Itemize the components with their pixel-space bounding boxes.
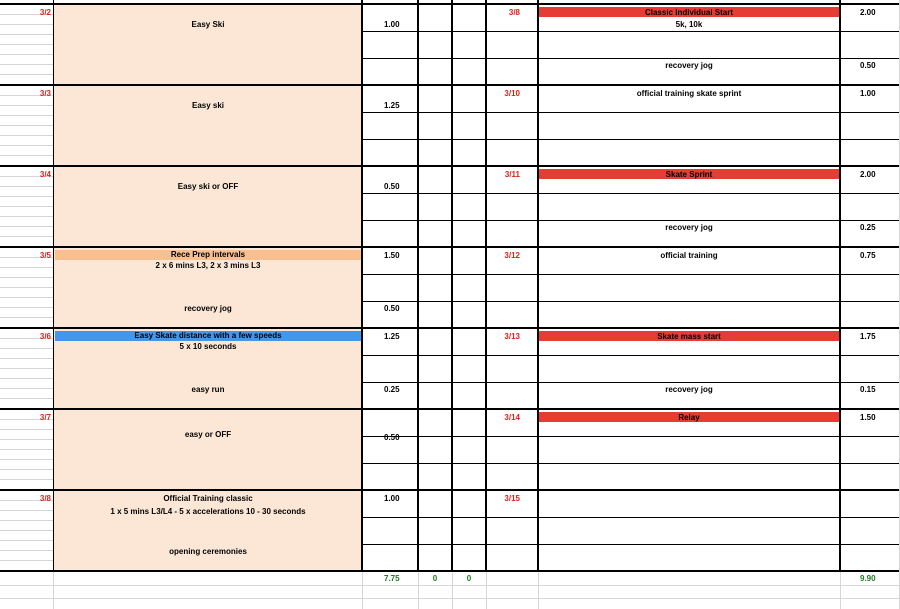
gridline: [0, 317, 53, 318]
hours-cell[interactable]: 1.50: [384, 251, 400, 260]
workout-detail-cell[interactable]: 5 x 10 seconds: [179, 342, 237, 351]
gridline: [0, 74, 53, 75]
gridline: [0, 585, 900, 586]
gridline: [0, 287, 53, 288]
workout-cell[interactable]: Skate mass start: [657, 332, 721, 341]
hours-cell[interactable]: 2.00: [860, 170, 876, 179]
gridline: [362, 572, 363, 609]
date-cell[interactable]: 3/4: [39, 170, 51, 179]
workout-detail-cell[interactable]: 2 x 6 mins L3, 2 x 3 mins L3: [155, 261, 261, 270]
hours-cell[interactable]: 1.25: [384, 101, 400, 110]
gridline: [0, 206, 53, 207]
gridline: [0, 236, 53, 237]
gridline: [0, 307, 53, 308]
column-divider: [417, 0, 419, 572]
hours-cell[interactable]: 1.50: [860, 413, 876, 422]
workout-cell[interactable]: Rece Prep intervals: [170, 250, 246, 259]
hours-cell[interactable]: 0.75: [860, 251, 876, 260]
row-divider: [362, 274, 900, 275]
gridline: [0, 439, 53, 440]
block-separator: [0, 3, 900, 5]
gridline: [0, 520, 53, 521]
hours-cell[interactable]: [860, 494, 900, 504]
workout-column-fill: [54, 4, 362, 571]
workout-cell[interactable]: official training skate sprint: [636, 89, 742, 98]
workout-cell[interactable]: Easy Ski: [191, 20, 225, 29]
gridline: [0, 358, 53, 359]
date-cell[interactable]: 3/3: [39, 89, 51, 98]
gridline: [0, 378, 53, 379]
workout-cell[interactable]: [538, 494, 840, 504]
gridline: [0, 510, 53, 511]
second-workout-cell[interactable]: recovery jog: [665, 223, 713, 232]
second-workout-cell[interactable]: opening ceremonies: [169, 547, 247, 556]
second-workout-cell[interactable]: easy run: [191, 385, 225, 394]
hours-cell[interactable]: 0.50: [384, 182, 400, 191]
workout-cell[interactable]: Easy ski: [191, 101, 225, 110]
gridline: [0, 540, 53, 541]
column-divider: [361, 0, 363, 572]
gridline: [0, 267, 53, 268]
column-divider: [53, 0, 54, 572]
gridline: [0, 277, 53, 278]
total-col3[interactable]: 0: [466, 574, 472, 583]
gridline: [486, 572, 487, 609]
gridline: [0, 135, 53, 136]
gridline: [0, 449, 53, 450]
block-separator: [0, 570, 900, 572]
second-hours-cell[interactable]: 0.50: [860, 61, 876, 70]
workout-cell[interactable]: Easy Skate distance with a few speeds: [134, 331, 282, 340]
gridline: [0, 388, 53, 389]
row-divider: [362, 193, 900, 194]
gridline: [0, 550, 53, 551]
date-cell[interactable]: 3/10: [504, 89, 520, 98]
gridline: [0, 368, 53, 369]
second-workout-cell[interactable]: recovery jog: [184, 304, 232, 313]
date-cell[interactable]: 3/15: [504, 494, 520, 503]
workout-cell[interactable]: Relay: [678, 413, 700, 422]
gridline: [0, 459, 53, 460]
gridline: [0, 560, 53, 561]
gridline: [538, 572, 539, 609]
block-separator: [0, 327, 900, 329]
second-hours-cell[interactable]: 0.15: [860, 385, 876, 394]
workout-cell[interactable]: Skate Sprint: [665, 170, 713, 179]
gridline: [0, 429, 53, 430]
row-divider: [362, 544, 900, 545]
gridline: [0, 44, 53, 45]
second-hours-cell[interactable]: 0.25: [860, 223, 876, 232]
row-divider: [362, 220, 900, 221]
gridline: [0, 398, 53, 399]
row-divider: [362, 517, 900, 518]
row-divider: [362, 436, 900, 437]
gridline: [0, 125, 53, 126]
hours-cell[interactable]: 0.50: [384, 433, 400, 442]
row-divider: [362, 382, 900, 383]
column-divider: [485, 0, 487, 572]
workout-cell[interactable]: Classic Individual Start: [644, 8, 734, 17]
row-divider: [362, 301, 900, 302]
hours-cell[interactable]: 1.00: [384, 494, 400, 503]
date-cell[interactable]: 3/5: [39, 251, 51, 260]
workout-detail-cell[interactable]: 5k, 10k: [675, 20, 703, 29]
gridline: [0, 105, 53, 106]
gridline: [0, 226, 53, 227]
hours-cell[interactable]: 1.75: [860, 332, 876, 341]
gridline: [0, 145, 53, 146]
column-divider: [451, 0, 453, 572]
second-hours-cell[interactable]: 0.25: [384, 385, 400, 394]
gridline: [0, 479, 53, 480]
workout-cell[interactable]: Easy ski or OFF: [177, 182, 239, 191]
gridline: [0, 186, 53, 187]
gridline: [0, 598, 900, 599]
workout-cell[interactable]: easy or OFF: [184, 430, 232, 439]
gridline: [0, 155, 53, 156]
column-divider: [537, 0, 539, 572]
column-divider: [839, 0, 841, 572]
hours-cell[interactable]: 2.00: [860, 8, 876, 17]
row-divider: [362, 112, 900, 113]
block-separator: [0, 489, 900, 491]
workout-detail-cell[interactable]: 1 x 5 mins L3/L4 - 5 x accelerations 10 - 30 seconds: [110, 507, 306, 516]
gridline: [53, 572, 54, 609]
gridline: [0, 530, 53, 531]
second-hours-cell[interactable]: 0.50: [384, 304, 400, 313]
hours-cell[interactable]: 1.00: [860, 89, 876, 98]
hours-cell[interactable]: 1.25: [384, 332, 400, 341]
gridline: [0, 24, 53, 25]
date-cell[interactable]: 3/2: [39, 8, 51, 17]
row-divider: [362, 31, 900, 32]
gridline: [0, 196, 53, 197]
total-col2[interactable]: 0: [432, 574, 438, 583]
gridline: [0, 34, 53, 35]
date-cell[interactable]: 3/6: [39, 332, 51, 341]
date-cell[interactable]: 3/13: [504, 332, 520, 341]
block-separator: [0, 246, 900, 248]
gridline: [0, 64, 53, 65]
block-separator: [0, 84, 900, 86]
date-cell[interactable]: 3/12: [504, 251, 520, 260]
date-cell[interactable]: 3/7: [39, 413, 51, 422]
workout-cell[interactable]: official training: [660, 251, 718, 260]
gridline: [0, 297, 53, 298]
gridline: [0, 115, 53, 116]
date-cell[interactable]: 3/14: [504, 413, 520, 422]
date-cell[interactable]: 3/8: [39, 494, 51, 503]
row-divider: [362, 139, 900, 140]
second-workout-cell[interactable]: recovery jog: [665, 61, 713, 70]
gridline: [0, 469, 53, 470]
date-cell[interactable]: 3/8: [508, 8, 520, 17]
total-hours-week2[interactable]: 9.90: [860, 574, 876, 583]
gridline: [0, 348, 53, 349]
gridline: [0, 54, 53, 55]
row-divider: [362, 58, 900, 59]
hours-cell[interactable]: 1.00: [384, 20, 400, 29]
block-separator: [0, 408, 900, 410]
date-cell[interactable]: 3/11: [504, 170, 520, 179]
total-hours[interactable]: 7.75: [384, 574, 400, 583]
gridline: [840, 572, 841, 609]
block-separator: [0, 165, 900, 167]
workout-cell[interactable]: Official Training classic: [163, 494, 253, 503]
gridline: [0, 216, 53, 217]
row-divider: [362, 463, 900, 464]
row-divider: [362, 355, 900, 356]
second-workout-cell[interactable]: recovery jog: [665, 385, 713, 394]
